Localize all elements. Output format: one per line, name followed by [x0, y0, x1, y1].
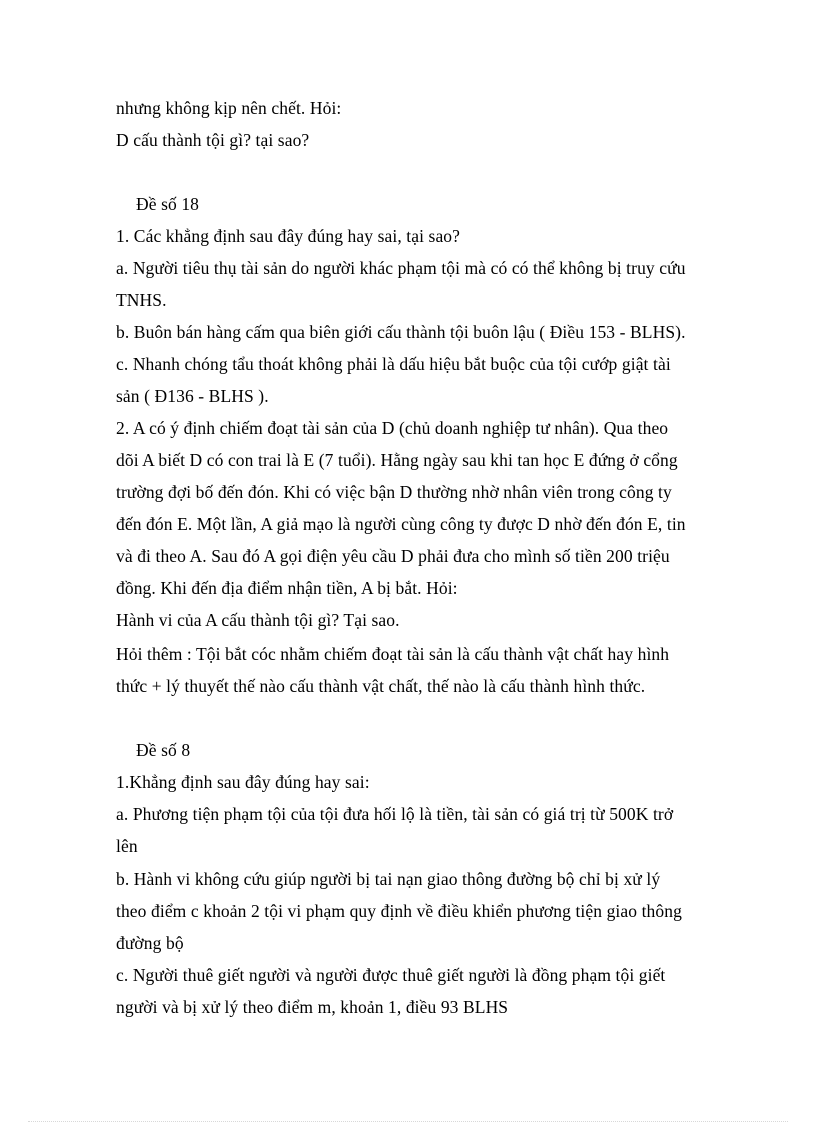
- text-line: trường đợi bố đến đón. Khi có việc bận D thường nhờ nhân viên trong công ty: [116, 482, 672, 502]
- text-line: c. Người thuê giết người và người được thuê giết người là đồng phạm tội giết: [116, 965, 666, 985]
- text-line: dõi A biết D có con trai là E (7 tuổi). Hằng ngày sau khi tan học E đứng ở cổng: [116, 450, 678, 470]
- text-line: thức + lý thuyết thế nào cấu thành vật chất, thế nào là cấu thành hình thức.: [116, 676, 646, 696]
- section-heading: Đề số 8: [136, 740, 191, 760]
- text-line: Hỏi thêm : Tội bắt cóc nhằm chiếm đoạt tài sản là cấu thành vật chất hay hình: [116, 644, 670, 664]
- text-line: D cấu thành tội gì? tại sao?: [116, 130, 310, 150]
- text-line: b. Hành vi không cứu giúp người bị tai nạn giao thông đường bộ chỉ bị xử lý: [116, 869, 661, 889]
- text-line: và đi theo A. Sau đó A gọi điện yêu cầu D phải đưa cho mình số tiền 200 triệu: [116, 546, 670, 566]
- text-line: lên: [116, 836, 138, 856]
- text-line: đường bộ: [116, 933, 184, 953]
- text-line: Hành vi của A cấu thành tội gì? Tại sao.: [116, 610, 400, 630]
- page-bottom-divider: [28, 1121, 788, 1122]
- text-line: đồng. Khi đến địa điểm nhận tiền, A bị bắt. Hỏi:: [116, 578, 458, 598]
- text-line: theo điểm c khoản 2 tội vi phạm quy định về điều khiển phương tiện giao thông: [116, 901, 682, 921]
- text-line: sản ( Đ136 - BLHS ).: [116, 386, 269, 406]
- text-line: đến đón E. Một lần, A giả mạo là người cùng công ty được D nhờ đến đón E, tin: [116, 514, 686, 534]
- text-line: nhưng không kịp nên chết. Hỏi:: [116, 98, 342, 118]
- text-line: TNHS.: [116, 290, 167, 310]
- text-line: b. Buôn bán hàng cấm qua biên giới cấu thành tội buôn lậu ( Điều 153 - BLHS).: [116, 322, 686, 342]
- text-line: 1. Các khẳng định sau đây đúng hay sai, tại sao?: [116, 226, 461, 246]
- text-line: a. Người tiêu thụ tài sản do người khác phạm tội mà có có thể không bị truy cứu: [116, 258, 686, 278]
- text-line: a. Phương tiện phạm tội của tội đưa hối lộ là tiền, tài sản có giá trị từ 500K trở: [116, 804, 674, 824]
- text-line: người và bị xử lý theo điểm m, khoản 1, điều 93 BLHS: [116, 997, 509, 1017]
- text-line: 1.Khẳng định sau đây đúng hay sai:: [116, 772, 370, 792]
- section-heading: Đề số 18: [136, 194, 200, 214]
- text-line: c. Nhanh chóng tẩu thoát không phải là dấu hiệu bắt buộc của tội cướp giật tài: [116, 354, 671, 374]
- text-line: 2. A có ý định chiếm đoạt tài sản của D (chủ doanh nghiệp tư nhân). Qua theo: [116, 418, 669, 438]
